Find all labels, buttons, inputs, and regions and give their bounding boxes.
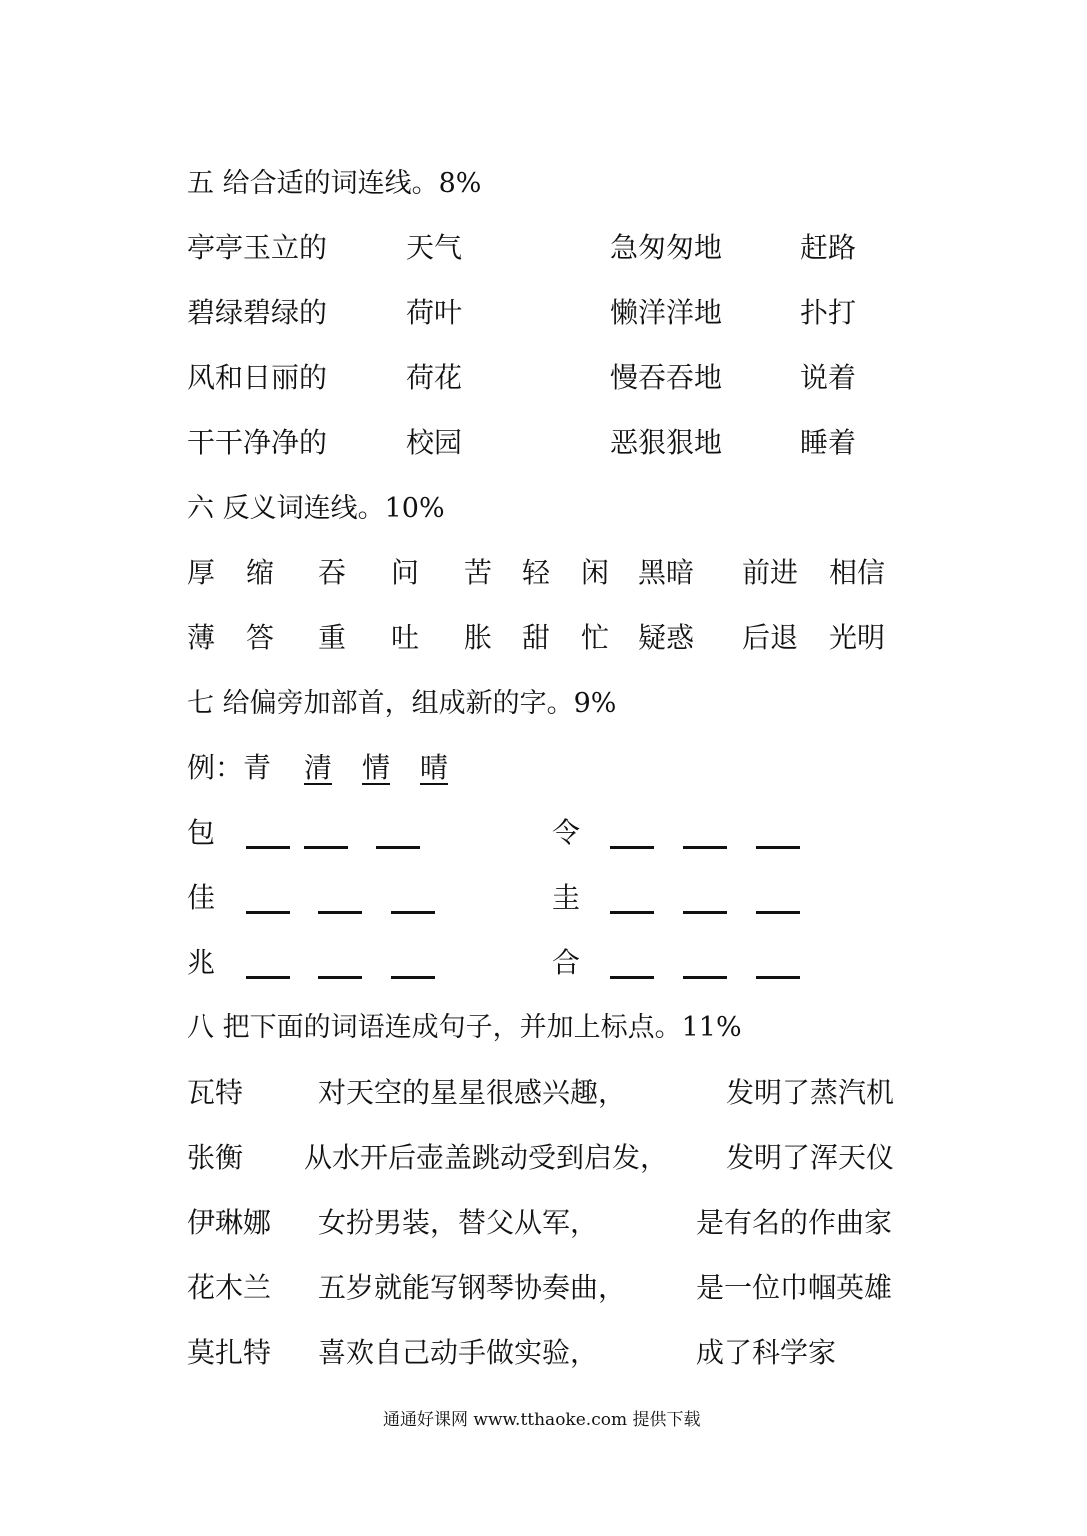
page-footer: 通通好课网 www.tthaoke.com 提供下载 (383, 1410, 701, 1430)
antonym-word: 前进 (742, 556, 799, 589)
adverb-phrase: 急匆匆地 (610, 231, 723, 264)
answer-blank[interactable] (318, 911, 362, 914)
antonym-word: 薄 (187, 621, 216, 654)
verb-word: 赶路 (800, 231, 857, 264)
answer-blank[interactable] (246, 911, 290, 914)
antonym-word: 后退 (742, 621, 799, 654)
example-answer: 清 (304, 751, 333, 784)
section-7-title: 七 给偏旁加部首，组成新的字。9% (187, 688, 617, 719)
answer-blank[interactable] (246, 976, 290, 979)
section-5-title: 五 给合适的词连线。8% (187, 168, 482, 199)
adjective-phrase: 亭亭玉立的 (187, 231, 328, 264)
antonym-word: 疑惑 (638, 621, 695, 654)
antonym-word: 吞 (318, 556, 347, 589)
antonym-word: 甜 (522, 621, 551, 654)
adjective-phrase: 风和日丽的 (187, 361, 328, 394)
example-answer: 情 (362, 751, 391, 784)
sentence-middle: 从水开后壶盖跳动受到启发， (304, 1141, 669, 1174)
answer-blank[interactable] (318, 976, 362, 979)
answer-blank[interactable] (610, 911, 654, 914)
antonym-word: 答 (246, 621, 275, 654)
answer-blank[interactable] (376, 846, 420, 849)
answer-blank[interactable] (683, 911, 727, 914)
answer-blank[interactable] (756, 976, 800, 979)
answer-blank[interactable] (610, 976, 654, 979)
person-name: 瓦特 (187, 1076, 244, 1109)
radical-char: 合 (552, 946, 581, 979)
antonym-word: 相信 (829, 556, 886, 589)
antonym-word: 黑暗 (638, 556, 695, 589)
example-label: 例：青 (187, 751, 272, 784)
person-name: 莫扎特 (187, 1336, 272, 1369)
sentence-middle: 对天空的星星很感兴趣， (318, 1076, 627, 1109)
sentence-ending: 成了科学家 (696, 1336, 837, 1369)
person-name: 张衡 (187, 1141, 244, 1174)
person-name: 伊琳娜 (187, 1206, 272, 1239)
answer-blank[interactable] (756, 846, 800, 849)
answer-blank[interactable] (304, 846, 348, 849)
answer-blank[interactable] (610, 846, 654, 849)
antonym-word: 缩 (246, 556, 275, 589)
answer-blank[interactable] (756, 911, 800, 914)
sentence-ending: 是有名的作曲家 (696, 1206, 893, 1239)
adjective-phrase: 碧绿碧绿的 (187, 296, 328, 329)
section-6-title: 六 反义词连线。10% (187, 493, 445, 524)
section-8-title: 八 把下面的词语连成句子，并加上标点。11% (187, 1012, 742, 1043)
verb-word: 说着 (800, 361, 857, 394)
antonym-word: 厚 (187, 556, 216, 589)
answer-blank[interactable] (683, 846, 727, 849)
verb-word: 睡着 (800, 426, 857, 459)
radical-char: 令 (552, 816, 581, 849)
answer-blank[interactable] (391, 911, 435, 914)
sentence-middle: 喜欢自己动手做实验， (318, 1336, 599, 1369)
noun-word: 校园 (406, 426, 463, 459)
antonym-word: 重 (318, 621, 347, 654)
noun-word: 天气 (406, 231, 463, 264)
antonym-word: 吐 (391, 621, 420, 654)
radical-char: 包 (187, 816, 216, 849)
sentence-ending: 是一位巾帼英雄 (696, 1271, 893, 1304)
radical-char: 佳 (187, 881, 216, 914)
adverb-phrase: 懒洋洋地 (610, 296, 723, 329)
adverb-phrase: 恶狠狠地 (610, 426, 723, 459)
radical-char: 兆 (187, 946, 216, 979)
antonym-word: 光明 (829, 621, 886, 654)
noun-word: 荷叶 (406, 296, 463, 329)
antonym-word: 轻 (522, 556, 551, 589)
adverb-phrase: 慢吞吞地 (610, 361, 723, 394)
radical-char: 圭 (552, 881, 581, 914)
answer-blank[interactable] (683, 976, 727, 979)
sentence-ending: 发明了浑天仪 (726, 1141, 895, 1174)
antonym-word: 问 (391, 556, 420, 589)
adjective-phrase: 干干净净的 (187, 426, 328, 459)
sentence-middle: 女扮男装，替父从军， (318, 1206, 599, 1239)
sentence-middle: 五岁就能写钢琴协奏曲， (318, 1271, 627, 1304)
antonym-word: 忙 (581, 621, 610, 654)
antonym-word: 苦 (464, 556, 493, 589)
answer-blank[interactable] (246, 846, 290, 849)
verb-word: 扑打 (800, 296, 857, 329)
sentence-ending: 发明了蒸汽机 (726, 1076, 895, 1109)
example-answer: 晴 (420, 751, 449, 784)
noun-word: 荷花 (406, 361, 463, 394)
person-name: 花木兰 (187, 1271, 272, 1304)
antonym-word: 胀 (464, 621, 493, 654)
antonym-word: 闲 (581, 556, 610, 589)
answer-blank[interactable] (391, 976, 435, 979)
